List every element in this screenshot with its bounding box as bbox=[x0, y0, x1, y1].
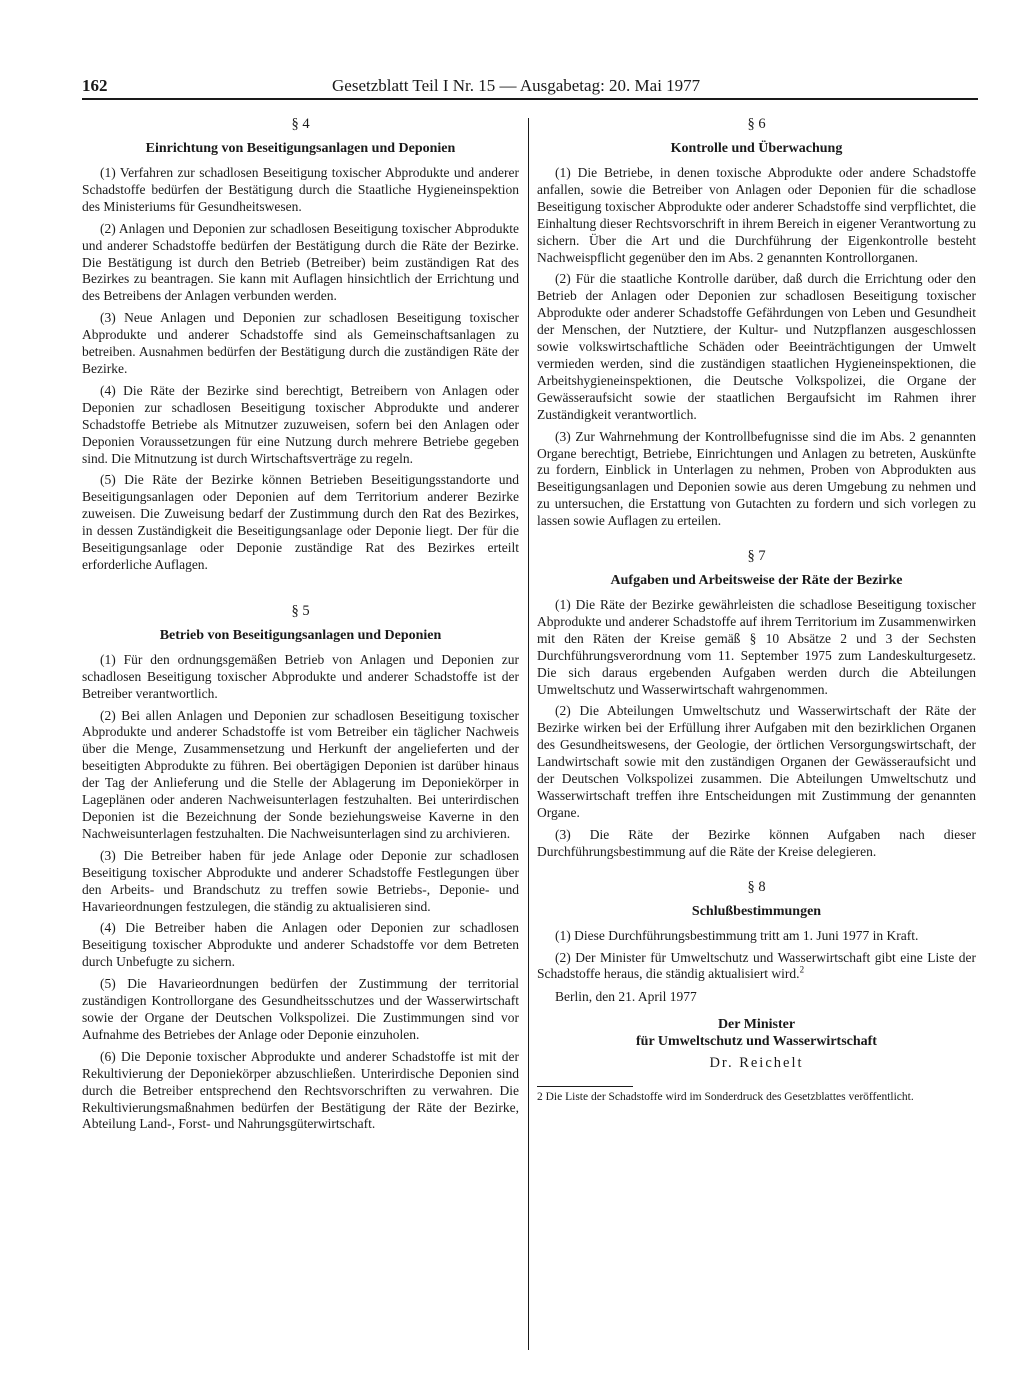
section-title: Einrichtung von Beseitigungsanlagen und Deponien bbox=[145, 141, 456, 156]
paragraph bbox=[537, 950, 976, 984]
section-number: § 5 bbox=[291, 602, 310, 619]
paragraph: (2) Anlagen und Deponien zur schadlosen Beseitigung toxischer Abprodukte und anderer Schadstoffe bedürfen der Bestätigung durch die Räte der Bezirke. Die Bestätigung ist durch den Betrieb (Betreiber) beim zuständigen Rat des Bezirkes zu beantragen. Sie kann mit Auflagen hinsichtlich der Errichtung und des Betreibens der Anlagen verbunden werden. bbox=[82, 220, 519, 304]
paragraph: (4) Die Räte der Bezirke sind berechtigt, Betreibern von Anlagen oder Deponien zur schadlosen Beseitigung toxischer Abprodukte und anderer Schadstoffe Betriebe als Mitnutzer zuzuweisen, sofern bei den Anlagen oder Deponien Voraussetzungen für eine Nutzung durch mehrere Betriebe gegeben sind. Die Mitnutzung ist durch Wirtschaftsverträge zu regeln. bbox=[82, 382, 519, 466]
paragraph: (1) Die Betriebe, in denen toxische Abprodukte oder andere Schadstoffe anfallen, sowie die Betreiber von Anlagen oder Deponien für die schadlose Beseitigung toxischer Abprodukte oder anderer Schadstoffe sind verpflichtet, die Einhaltung dieser Rechtsvorschrift in ihrem Bereich in eigener Verantwortung zu sichern. Über die Art und die Durchführung der Eigenkontrolle besteht Nachweispflicht gegenüber den im Abs. 2 genannten Kontrollorganen. bbox=[537, 165, 976, 265]
signature-ministry: für Umweltschutz und Wasserwirtschaft bbox=[636, 1034, 877, 1050]
paragraph: (3) Zur Wahrnehmung der Kontrollbefugnisse sind die im Abs. 2 genannten Organe berechtigt, Betriebe, Einrichtungen und Anlagen zu betreten, Auskünfte zu fordern, Einblick in Unterlagen zu nehmen, Proben von Abprodukten aus Beseitigungsanlagen und Deponien sowie aus deren Umgebung zu nehmen und zu untersuchen, die Erstattung von Gutachten zu fordern und sich vorlegen zu lassen sowie Auflagen zu erteilen. bbox=[537, 428, 976, 529]
left-column bbox=[82, 116, 519, 1138]
section-title: Schlußbestimmungen bbox=[691, 903, 822, 919]
paragraph: (2) Für die staatliche Kontrolle darüber, daß durch die Errichtung oder den Betrieb der Anlagen oder Deponien zur schadlosen Beseitigung toxischer Abprodukte oder anderer Schadstoffe Gefährdungen von Leben und Gesundheit der Menschen, der Nutztiere, der Kultur- und Nutzpflanzen ausgeschlossen sowie volkswirtschaftliche Schäden oder Beeinträchtigungen der Umwelt vermieden werden, sind die zuständigen staatlichen Hygieneinspektionen, die Arbeitshygieneinspektionen, die Deutsche Volkspolizei, die Organe der Gewässeraufsicht sowie der staatlichen Bergaufsicht im Rahmen ihrer Zuständigkeit verantwortlich. bbox=[537, 271, 976, 422]
paragraph: (1) Verfahren zur schadlosen Beseitigung toxischer Abprodukte und anderer Schadstoffe bedürfen der Bestätigung durch die Staatliche Hygieneinspektion des Ministeriums für Gesundheitswesen. bbox=[82, 165, 519, 214]
section-title: Betrieb von Beseitigungsanlagen und Deponien bbox=[159, 627, 442, 643]
footnote-rule bbox=[537, 1086, 633, 1087]
section-number: § 6 bbox=[747, 116, 766, 132]
paragraph-text: (2) Der Minister für Umweltschutz und Wasserwirtschaft gibt eine Liste der Schadstoffe heraus, die ständig aktualisiert wird. bbox=[537, 949, 976, 982]
section-6 bbox=[537, 116, 976, 530]
section-number: § 4 bbox=[291, 116, 310, 132]
section-number: § 8 bbox=[747, 878, 766, 895]
section-5 bbox=[82, 603, 519, 1133]
paragraph: (3) Neue Anlagen und Deponien zur schadlosen Beseitigung toxischer Abprodukte und anderer Schadstoffe sind als Gemeinschaftsanlagen zu betreiben. Ausnahmen bedürfen der Bestätigung durch die zuständigen Räte der Bezirke. bbox=[82, 310, 519, 376]
paragraph: (3) Die Betreiber haben für jede Anlage oder Deponie zur schadlosen Beseitigung toxischer Abprodukte und anderer Schadstoffe Festlegungen über den Arbeits- und Brandschutz zu treffen sowie Betriebs-, Deponie- und Havarieordnungen festzulegen, die ständig zu aktualisieren sind. bbox=[82, 847, 519, 914]
section-4 bbox=[82, 116, 519, 574]
place-and-date: Berlin, den 21. April 1977 bbox=[555, 989, 697, 1005]
header-title: Gesetzblatt Teil I Nr. 15 — Ausgabetag: 20. Mai 1977 bbox=[332, 76, 701, 95]
paragraph: (4) Die Betreiber haben die Anlagen oder Deponien zur schadlosen Beseitigung toxischer Abprodukte und anderer Schadstoffe vor dem Betreten durch Unbefugte zu sichern. bbox=[82, 920, 519, 970]
page-header bbox=[82, 76, 978, 100]
spacer bbox=[82, 579, 519, 603]
signature-name: Dr. Reichelt bbox=[709, 1055, 804, 1072]
footnote: 2 Die Liste der Schadstoffe wird im Sonderdruck des Gesetzblattes veröffentlicht. bbox=[537, 1091, 914, 1104]
page-number: 162 bbox=[82, 76, 108, 95]
paragraph: (2) Bei allen Anlagen und Deponien zur schadlosen Beseitigung toxischer Abprodukte und anderer Schadstoffe ist vom Betreiber ein täglicher Nachweis über die Menge, Zusammensetzung und Herkunft der angelieferten und der beseitigten Abprodukte zu führen. Bei obertägigen Deponien ist darüber hinaus der Tag der Anlieferung und die Stelle der Ablagerung im Deponiekörper in Lageplänen oder anderen Nachweisunterlagen festzuhalten. Bei unterirdischen Deponien ist die Bezeichnung der Sonde beziehungsweise Kaverne in den Nachweisunterlagen festzuhalten. Die Nachweisunterlagen sind zu archivieren. bbox=[82, 707, 519, 841]
paragraph: (5) Die Räte der Bezirke können Betrieben Beseitigungsstandorte und Beseitigungsanlagen oder Deponien auf dem Territorium anderer Bezirke zuweisen. Die Zuweisung bedarf der Zustimmung durch den Rat des Bezirkes, in dessen Zuständigkeit die Beseitigungsanlage oder Deponie liegt. Der für die Beseitigungsanlage oder Deponie zuständige Rat des Bezirkes erteilt erforderliche Auflagen. bbox=[82, 472, 519, 572]
paragraph: (1) Diese Durchführungsbestimmung tritt am 1. Juni 1977 in Kraft. bbox=[555, 927, 919, 943]
paragraph: (5) Die Havarieordnungen bedürfen der Zustimmung der territorial zuständigen Kontrollorgane des Gesundheitsschutzes und der Wasserwirtschaft sowie der Organe der Deutschen Volkspolizei. Die Zustimmungen sind vor Aufnahme des Betriebes der Anlage oder Deponie einzuholen. bbox=[82, 976, 519, 1042]
footnote-marker: 2 bbox=[799, 964, 805, 975]
section-title: Aufgaben und Arbeitsweise der Räte der Bezirke bbox=[610, 573, 903, 589]
paragraph: (1) Die Räte der Bezirke gewährleisten die schadlose Beseitigung toxischer Abprodukte und anderer Schadstoffe auf ihrem Territorium im Zusammenwirken mit den Räten der Kreise gemäß § 10 Absätze 2 und 3 der Sechsten Durchführungsverordnung vom 11. September 1975 zum Landeskulturgesetz. Die sich daraus ergebenden Aufgaben werden durch die Abteilungen Umweltschutz und Wasserwirtschaft wahrgenommen. bbox=[537, 597, 976, 697]
section-8 bbox=[537, 879, 976, 984]
signature-block bbox=[537, 1016, 976, 1072]
paragraph: (2) Die Abteilungen Umweltschutz und Wasserwirtschaft der Räte der Bezirke wirken bei der Erfüllung ihrer Aufgaben mit den bezirklichen Organen des Gesundheitswesens, der Geologie, der örtlichen Versorgungswirtschaft, der Landwirtschaft sowie mit den zuständigen Organen der Gewässeraufsicht und der Deutschen Volkspolizei zusammen. Die Abteilungen Umweltschutz und Wasserwirtschaft treffen ihre Entscheidungen mit Zustimmung der genannten Organe. bbox=[537, 703, 976, 820]
section-title: Kontrolle und Überwachung bbox=[670, 141, 843, 156]
section-number: § 7 bbox=[747, 548, 766, 565]
right-column bbox=[537, 116, 976, 1105]
spacer bbox=[537, 866, 976, 879]
paragraph: (3) Die Räte der Bezirke können Aufgaben nach dieser Durchführungsbestimmung auf die Räte der Kreise delegieren. bbox=[537, 826, 976, 859]
signature-title: Der Minister bbox=[717, 1017, 796, 1033]
section-7 bbox=[537, 548, 976, 861]
paragraph: (1) Für den ordnungsgemäßen Betrieb von Anlagen und Deponien zur schadlosen Beseitigung toxischer Abprodukte und anderer Schadstoffe ist der Betreiber verantwortlich. bbox=[82, 651, 519, 701]
paragraph: (6) Die Deponie toxischer Abprodukte und anderer Schadstoffe ist mit der Rekultivierung der Deponiekörper abzuschließen. Unterirdische Deponien sind durch die Betreiber entsprechend den Rechtsvorschriften zu verwahren. Die Rekultivierungsmaßnahmen bedürfen der Bestätigung der Räte der Bezirke, Abteilung Land-, Forst- und Nahrungsgüterwirtschaft. bbox=[82, 1048, 519, 1132]
column-divider bbox=[528, 118, 529, 1350]
spacer bbox=[537, 535, 976, 548]
